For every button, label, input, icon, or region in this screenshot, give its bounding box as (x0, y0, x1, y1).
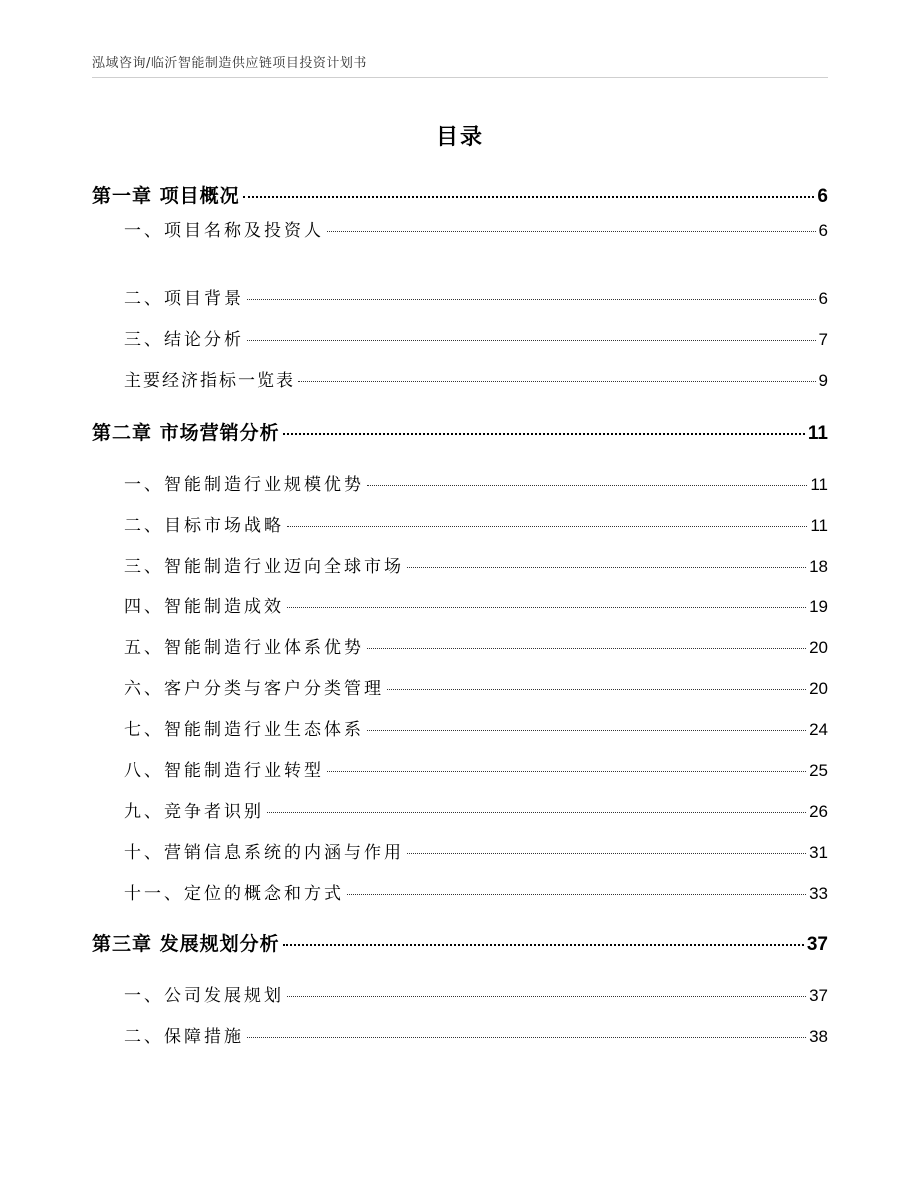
toc-leader (247, 340, 816, 341)
toc-item[interactable] (92, 715, 828, 743)
toc-item[interactable] (92, 1022, 828, 1050)
toc-label: 七、智能制造行业生态体系 (124, 720, 364, 740)
toc-leader (327, 771, 806, 772)
toc-leader (287, 526, 807, 527)
toc-item[interactable] (92, 552, 828, 580)
toc-label: 五、智能制造行业体系优势 (124, 638, 364, 658)
toc-page-number: 24 (809, 720, 828, 739)
toc-leader (327, 231, 816, 232)
toc-page-number: 26 (809, 802, 828, 821)
toc-item[interactable] (92, 366, 828, 394)
toc-page-number: 37 (806, 934, 828, 955)
page-header: 泓域咨询/临沂智能制造供应链项目投资计划书 (92, 52, 828, 78)
toc-page-number: 19 (809, 597, 828, 616)
toc-item[interactable] (92, 981, 828, 1009)
toc-leader (283, 944, 804, 946)
toc-leader (407, 853, 806, 854)
toc-item[interactable] (92, 511, 828, 539)
toc-page-number: 6 (818, 221, 828, 240)
toc-label: 九、竞争者识别 (124, 802, 264, 822)
toc-page-number: 38 (809, 1027, 828, 1046)
toc-page-number: 18 (809, 557, 828, 576)
toc-item[interactable] (92, 633, 828, 661)
toc-label: 第三章 发展规划分析 (92, 933, 280, 955)
toc-label: 一、公司发展规划 (124, 986, 284, 1006)
toc-page-number: 31 (809, 843, 828, 862)
toc-item[interactable] (92, 879, 828, 907)
toc-leader (367, 730, 806, 731)
toc-leader (387, 689, 806, 690)
toc-page-number: 9 (818, 371, 828, 390)
toc-label: 四、智能制造成效 (124, 597, 284, 617)
toc-page-number: 11 (810, 475, 828, 494)
toc-item[interactable] (92, 592, 828, 620)
toc-leader (267, 812, 806, 813)
toc-leader (247, 1037, 806, 1038)
toc-label: 六、客户分类与客户分类管理 (124, 679, 384, 699)
toc-leader (407, 567, 806, 568)
toc-label: 一、智能制造行业规模优势 (124, 475, 364, 495)
toc-label: 八、智能制造行业转型 (124, 761, 324, 781)
toc-label: 一、项目名称及投资人 (124, 221, 324, 241)
toc-label: 三、结论分析 (124, 330, 244, 350)
toc-leader (243, 196, 815, 198)
toc-chapter-1[interactable] (92, 181, 828, 209)
toc-page-number: 11 (810, 516, 828, 535)
toc-item[interactable] (92, 674, 828, 702)
toc-leader (298, 381, 816, 382)
toc-item[interactable] (92, 797, 828, 825)
toc-page-number: 7 (818, 330, 828, 349)
toc-leader (247, 299, 816, 300)
toc-page-number: 6 (817, 186, 828, 207)
toc-chapter-3[interactable] (92, 929, 828, 957)
toc-chapter-2[interactable] (92, 418, 828, 446)
toc-item[interactable] (92, 284, 828, 312)
toc-page-number: 20 (809, 679, 828, 698)
toc-item[interactable] (92, 325, 828, 353)
toc-item[interactable] (92, 216, 828, 244)
toc-leader (367, 485, 807, 486)
toc-label: 三、智能制造行业迈向全球市场 (124, 557, 404, 577)
toc-leader (283, 433, 805, 435)
toc-leader (287, 607, 806, 608)
toc-leader (367, 648, 806, 649)
toc-leader (287, 996, 806, 997)
toc-label: 第一章 项目概况 (92, 185, 240, 207)
toc-leader (347, 894, 806, 895)
toc-page-number: 11 (807, 423, 828, 444)
toc-title: 目录 (435, 125, 484, 150)
toc-item[interactable] (92, 470, 828, 498)
toc-page-number: 33 (809, 884, 828, 903)
toc-label: 二、项目背景 (124, 289, 244, 309)
toc-page-number: 37 (809, 986, 828, 1005)
toc-page-number: 20 (809, 638, 828, 657)
toc-label: 第二章 市场营销分析 (92, 422, 280, 444)
toc-item[interactable] (92, 838, 828, 866)
toc-label: 十、营销信息系统的内涵与作用 (124, 843, 404, 863)
toc-label: 二、保障措施 (124, 1027, 244, 1047)
toc-label: 主要经济指标一览表 (124, 371, 295, 391)
toc-label: 十一、定位的概念和方式 (124, 884, 344, 904)
toc-item[interactable] (92, 756, 828, 784)
toc-label: 二、目标市场战略 (124, 516, 284, 536)
toc-page-number: 25 (809, 761, 828, 780)
toc-page-number: 6 (818, 289, 828, 308)
